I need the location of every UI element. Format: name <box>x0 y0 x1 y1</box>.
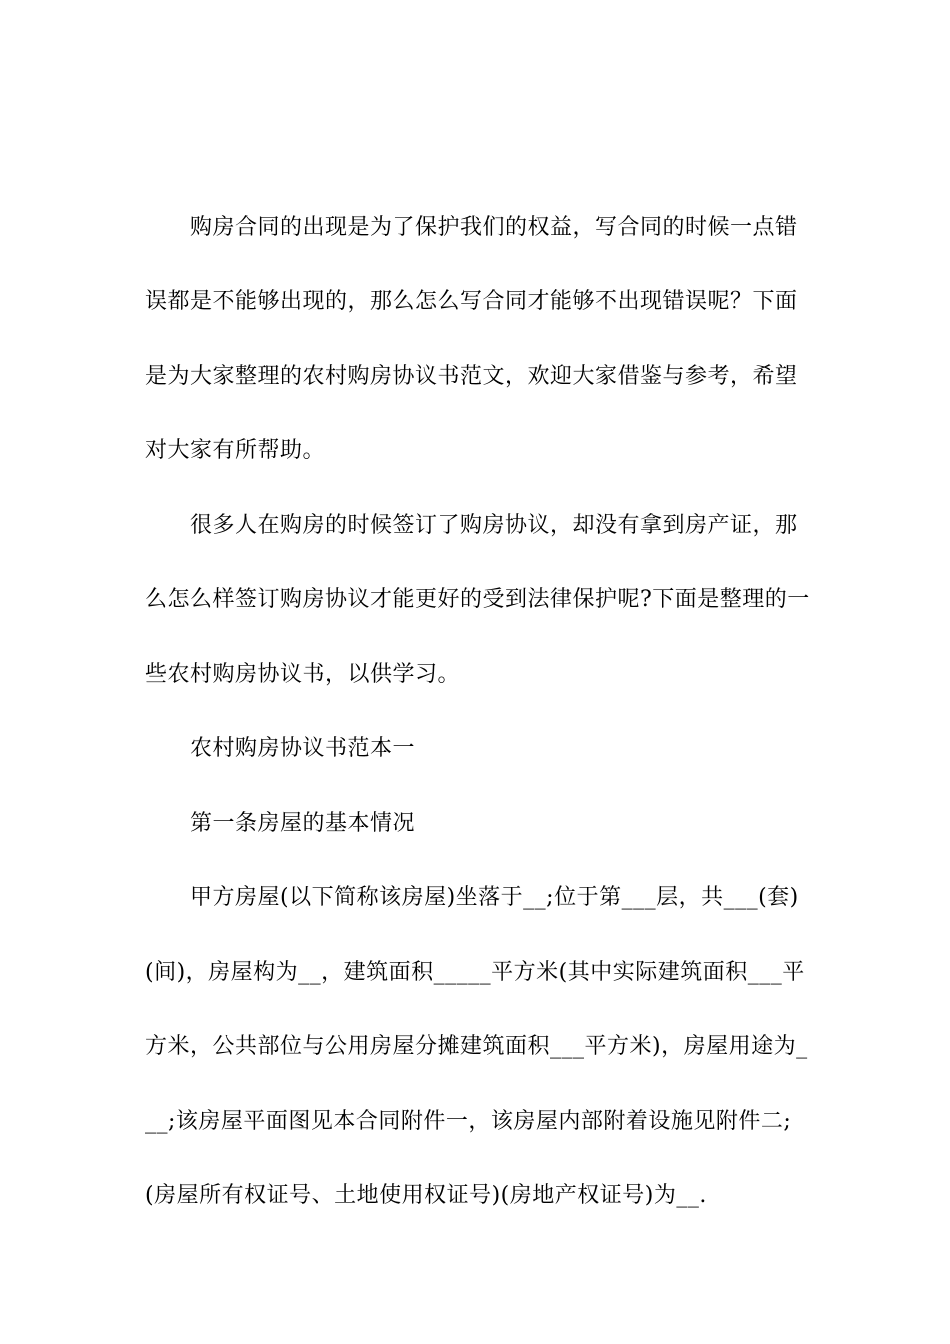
paragraph-3-line-3: 方米，公共部位与公用房屋分摊建筑面积___平方米)，房屋用途为_ <box>145 1034 808 1059</box>
paragraph-2-line-3: 些农村购房协议书，以供学习。 <box>145 662 461 687</box>
paragraph-1-line-3: 是为大家整理的农村购房协议书范文，欢迎大家借鉴与参考，希望 <box>145 364 798 389</box>
paragraph-1-line-2: 误都是不能够出现的，那么怎么写合同才能够不出现错误呢？下面 <box>145 289 798 314</box>
paragraph-1-line-1: 购房合同的出现是为了保护我们的权益，写合同的时候一点错 <box>190 215 798 240</box>
article-heading: 第一条房屋的基本情况 <box>190 811 416 836</box>
paragraph-3-line-5: (房屋所有权证号、土地使用权证号)(房地产权证号)为__. <box>145 1183 707 1208</box>
paragraph-3-line-2: (间)，房屋构为__，建筑面积_____平方米(其中实际建筑面积___平 <box>145 960 805 985</box>
paragraph-3-line-1: 甲方房屋(以下简称该房屋)坐落于__;位于第___层，共___(套) <box>190 885 799 910</box>
paragraph-2-line-1: 很多人在购房的时候签订了购房协议，却没有拿到房产证，那 <box>190 513 798 538</box>
paragraph-3-line-4: __;该房屋平面图见本合同附件一，该房屋内部附着设施见附件二; <box>145 1109 792 1134</box>
paragraph-1-line-4: 对大家有所帮助。 <box>145 438 326 463</box>
section-title: 农村购房协议书范本一 <box>190 736 416 761</box>
paragraph-2-line-2: 么怎么样签订购房协议才能更好的受到法律保护呢?下面是整理的一 <box>145 587 810 612</box>
